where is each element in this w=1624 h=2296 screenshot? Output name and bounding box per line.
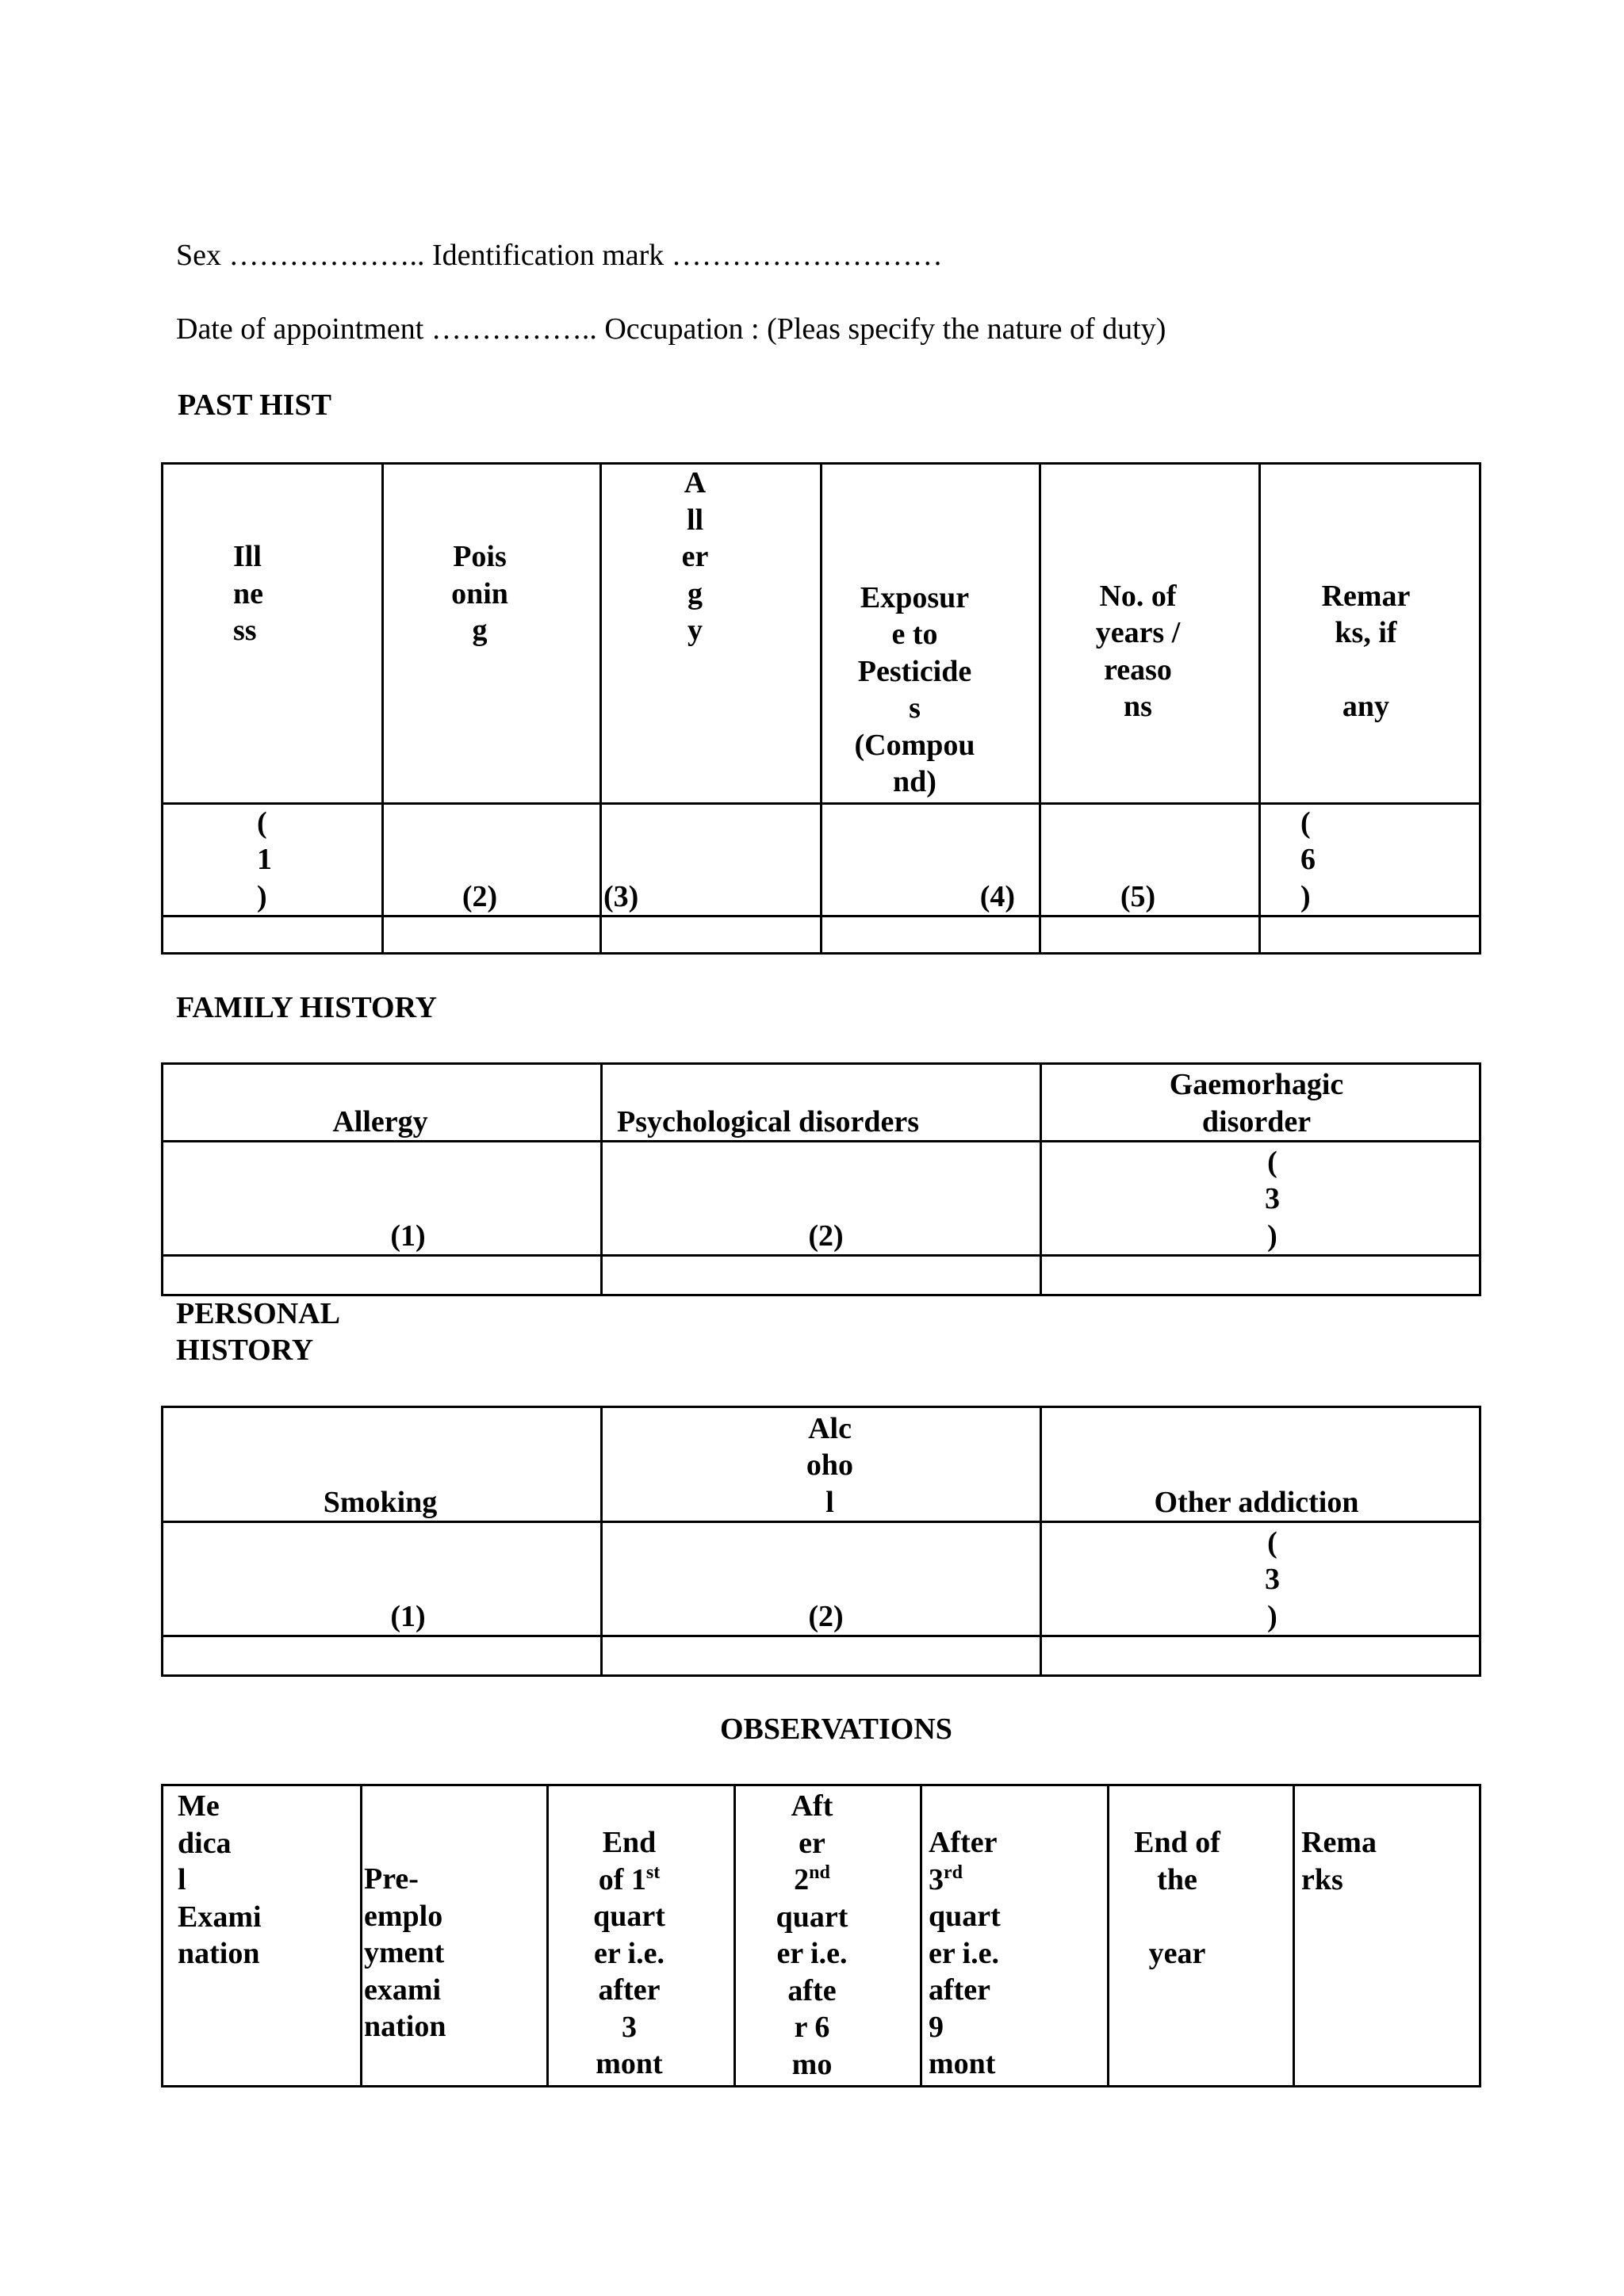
cell-text-line: quart <box>929 1900 1001 1933</box>
cell-text-line: mont <box>929 2047 996 2080</box>
illness-header <box>163 464 383 804</box>
cell-text-line: nation <box>178 1937 260 1970</box>
personal-history-heading <box>176 1295 340 1368</box>
family-history-entry-cell[interactable] <box>602 1256 1041 1295</box>
cell-text-line: ss <box>233 614 257 647</box>
cell-text-line: reaso <box>1104 652 1172 687</box>
personal-history-num-3 <box>1041 1522 1480 1636</box>
cell-text-line: 2nd <box>794 1862 830 1896</box>
cell-text-line: End <box>602 1826 657 1859</box>
cell-text-line: g <box>688 576 703 610</box>
poisoning-header <box>383 464 601 804</box>
cell-text-line: ) <box>1300 879 1311 913</box>
cell-text-line: No. of <box>1099 579 1177 613</box>
personal-history-entry-row <box>163 1636 1480 1676</box>
family-history-num-3 <box>1041 1142 1480 1256</box>
cell-text-line: mont <box>596 2047 663 2080</box>
past-history-entry-cell[interactable] <box>822 916 1040 954</box>
cell-text-line: (1) <box>390 1599 426 1633</box>
cell-text-line: ll <box>686 503 704 537</box>
cell-text-line: (2) <box>808 1219 844 1253</box>
personal-history-entry-cell[interactable] <box>602 1636 1041 1676</box>
cell-text-line: ( <box>1267 1145 1277 1179</box>
cell-text-line: ( <box>1267 1525 1277 1559</box>
cell-text-line: ns <box>1124 690 1152 723</box>
cell-text-line: (5) <box>1120 879 1156 913</box>
past-history-num-6 <box>1260 803 1480 916</box>
cell-text-line: A <box>684 466 707 499</box>
personal-history-num-1 <box>163 1522 602 1636</box>
cell-text-line: nd) <box>893 765 936 798</box>
remarks-header <box>1294 1785 1480 2087</box>
cell-text-line: exami <box>364 1973 442 2007</box>
cell-text-line: (2) <box>808 1599 844 1633</box>
cell-text-line: disorder <box>1201 1104 1312 1138</box>
family-history-entry-cell[interactable] <box>163 1256 602 1295</box>
cell-text-line: Other addiction <box>1154 1485 1359 1519</box>
past-history-header-row <box>163 464 1480 804</box>
observations-heading: OBSERVATIONS <box>720 1712 952 1746</box>
end-of-year-header <box>1109 1785 1294 2087</box>
family-history-entry-cell[interactable] <box>1041 1256 1480 1295</box>
smoking-header <box>163 1407 602 1522</box>
cell-text-line: Gaemorhagic <box>1169 1068 1344 1101</box>
cell-text-line: ( <box>1300 806 1311 840</box>
past-history-entry-cell[interactable] <box>383 916 601 954</box>
cell-text-line: e to <box>891 618 938 651</box>
cell-text-line: any <box>1342 690 1390 723</box>
cell-text-line: 6 <box>1300 843 1316 876</box>
past-history-entry-cell[interactable] <box>1260 916 1480 954</box>
cell-text-line: y <box>688 614 703 647</box>
past-history-entry-cell[interactable] <box>1040 916 1260 954</box>
cell-text-line: Rema <box>1301 1826 1377 1859</box>
cell-text-line: ne <box>233 576 263 610</box>
cell-text-line: yment <box>364 1936 445 1969</box>
cell-text-line: Alc <box>808 1411 852 1445</box>
cell-text-line: (2) <box>462 879 498 913</box>
cell-text-line: rks <box>1301 1862 1343 1896</box>
past-history-entry-cell[interactable] <box>601 916 822 954</box>
past-history-num-5 <box>1040 803 1260 916</box>
cell-text-line: quart <box>593 1900 665 1933</box>
cell-text-line: Smoking <box>323 1485 438 1519</box>
allergy-header <box>163 1064 602 1142</box>
personal-history-heading-line: PERSONAL <box>176 1297 340 1330</box>
cell-text-line: (Compou <box>854 728 975 762</box>
cell-text-line: er i.e. <box>929 1936 999 1970</box>
past-history-num-1 <box>163 803 383 916</box>
appointment-occupation-line: Date of appointment …………….. Occupation : (Pleas specify the nature of duty) <box>176 312 1166 346</box>
cell-text-line: 9 <box>929 2010 944 2044</box>
past-history-table <box>161 462 1481 955</box>
cell-text-line: afte <box>787 1973 837 2007</box>
remarks-header <box>1260 464 1480 804</box>
cell-text-line: 1 <box>257 843 272 876</box>
cell-text-line <box>1109 1898 1245 1935</box>
cell-text-line: 3 <box>1265 1182 1280 1215</box>
past-history-entry-row <box>163 916 1480 954</box>
family-history-table <box>161 1062 1481 1296</box>
exposure-pesticides-header <box>822 464 1040 804</box>
family-history-num-1 <box>163 1142 602 1256</box>
personal-history-entry-cell[interactable] <box>163 1636 602 1676</box>
family-history-num-2 <box>602 1142 1041 1256</box>
other-addiction-header <box>1041 1407 1480 1522</box>
personal-history-heading-line: HISTORY <box>176 1334 314 1367</box>
cell-text-line: 3rd <box>929 1862 963 1896</box>
medical-examination-header <box>163 1785 362 2087</box>
cell-text-line: (4) <box>979 879 1015 913</box>
cell-text-line: year <box>1148 1936 1206 1970</box>
past-history-num-2 <box>383 803 601 916</box>
cell-text-line: ) <box>257 879 267 913</box>
cell-text-line: mo <box>791 2047 833 2081</box>
allergy-header <box>601 464 822 804</box>
cell-text-line: er i.e. <box>776 1937 848 1970</box>
family-history-header-row <box>163 1064 1480 1142</box>
psychological-disorders-header <box>602 1064 1041 1142</box>
observations-header-row <box>163 1785 1480 2087</box>
cell-text-line: Allergy <box>332 1104 428 1138</box>
cell-text-line: dica <box>178 1826 232 1860</box>
cell-text-line: er <box>799 1826 825 1860</box>
cell-text-line: ks, if <box>1335 616 1397 649</box>
cell-text-line: End of <box>1134 1826 1220 1859</box>
personal-history-table <box>161 1406 1481 1677</box>
cell-text-line: onin <box>451 576 508 610</box>
cell-text-line: emplo <box>364 1899 443 1933</box>
cell-text-line: ) <box>1267 1599 1277 1633</box>
cell-text-line: after <box>929 1973 991 2007</box>
cell-text-line: Remar <box>1321 579 1411 613</box>
after-second-quarter-header <box>735 1785 921 2087</box>
cell-text-line: (1) <box>390 1219 426 1253</box>
cell-text-line: 3 <box>622 2010 637 2044</box>
past-history-number-row <box>163 803 1480 916</box>
cell-text-line: Exami <box>178 1900 262 1934</box>
cell-text-line: ( <box>257 806 267 840</box>
personal-history-entry-cell[interactable] <box>1041 1636 1480 1676</box>
cell-text-line: the <box>1157 1862 1197 1896</box>
cell-text-line: s <box>909 691 921 725</box>
cell-text-line: Pesticide <box>857 654 972 688</box>
past-history-entry-cell[interactable] <box>163 916 383 954</box>
haemorrhagic-disorder-header <box>1041 1064 1480 1142</box>
personal-history-num-2 <box>602 1522 1041 1636</box>
cell-text-line: Exposur <box>860 580 970 614</box>
cell-text-line: nation <box>364 2010 446 2043</box>
cell-text-line: l <box>825 1485 834 1519</box>
past-history-heading: PAST HIST <box>178 388 331 422</box>
cell-text-line: r 6 <box>794 2011 830 2044</box>
observations-table <box>161 1784 1481 2087</box>
years-reasons-header <box>1040 464 1260 804</box>
cell-text-line <box>1261 652 1471 689</box>
pre-employment-examination-header <box>362 1785 548 2087</box>
cell-text-line: er i.e. <box>594 1936 665 1970</box>
family-history-heading: FAMILY HISTORY <box>176 991 438 1024</box>
past-history-num-3 <box>601 803 822 916</box>
cell-text-line: er <box>681 540 709 573</box>
past-history-num-4 <box>822 803 1040 916</box>
cell-text-line: (3) <box>603 879 639 913</box>
cell-text-line: ) <box>1267 1219 1277 1253</box>
alcohol-header <box>602 1407 1041 1522</box>
end-first-quarter-header <box>548 1785 735 2087</box>
cell-text-line: Aft <box>791 1789 833 1823</box>
cell-text-line: of 1st <box>598 1862 661 1896</box>
cell-text-line: Pre- <box>364 1862 419 1896</box>
after-third-quarter-header <box>921 1785 1109 2087</box>
cell-text-line: Ill <box>233 540 262 573</box>
cell-text-line: Psychological disorders <box>617 1104 920 1138</box>
cell-text-line: 3 <box>1265 1563 1280 1596</box>
cell-text-line: After <box>929 1826 998 1859</box>
family-history-entry-row <box>163 1256 1480 1295</box>
family-history-number-row <box>163 1142 1480 1256</box>
sex-identification-line: Sex ……………….. Identification mark ……………………… <box>176 239 943 272</box>
cell-text-line: quart <box>776 1900 848 1934</box>
personal-history-header-row <box>163 1407 1480 1522</box>
cell-text-line: g <box>472 614 488 647</box>
cell-text-line: years / <box>1095 616 1181 649</box>
cell-text-line: l <box>178 1863 186 1896</box>
cell-text-line: Pois <box>453 540 507 573</box>
personal-history-number-row <box>163 1522 1480 1636</box>
cell-text-line: after <box>598 1973 661 2007</box>
cell-text-line: oho <box>806 1448 854 1482</box>
cell-text-line: Me <box>178 1789 220 1823</box>
